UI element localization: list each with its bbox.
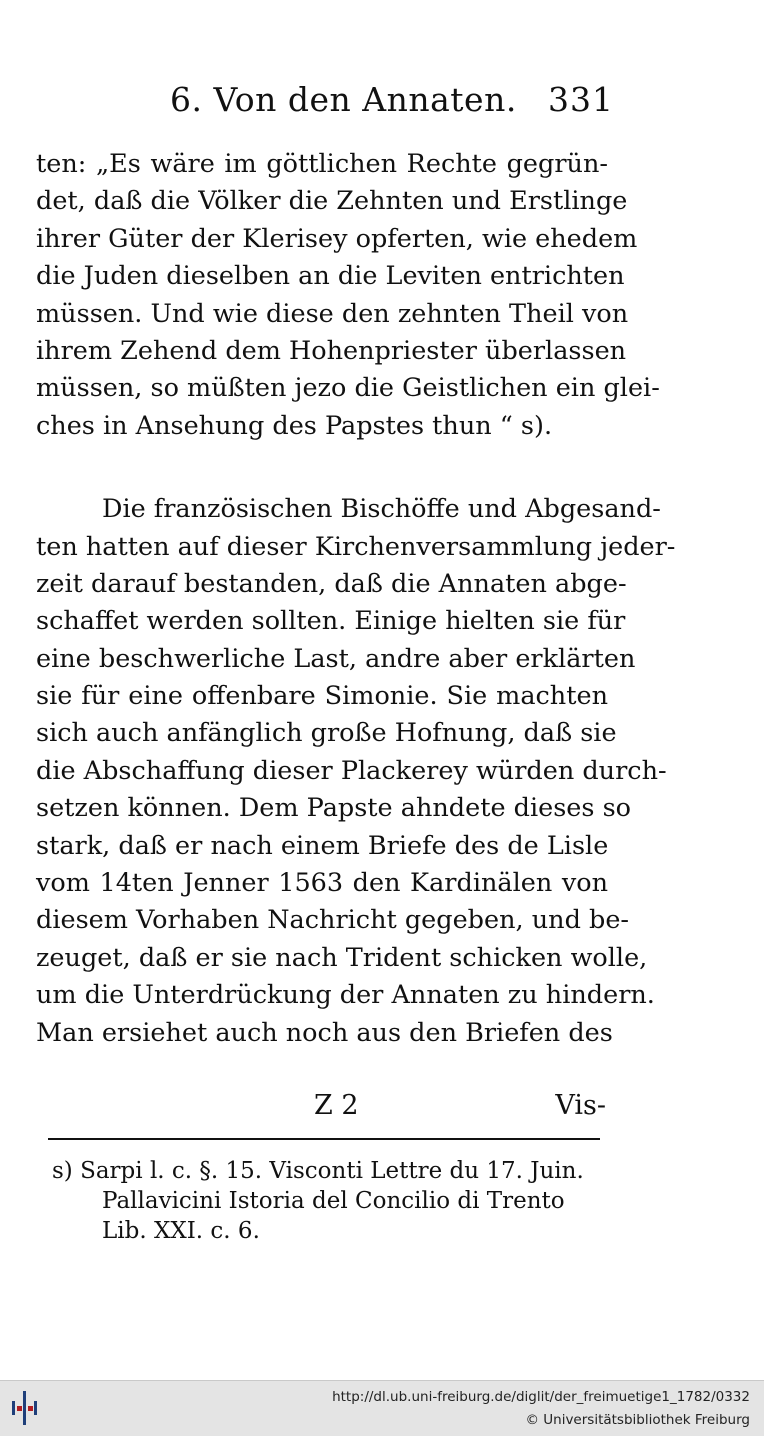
- text-line: müssen, so müßten jezo die Geistlichen ein glei-: [36, 373, 660, 404]
- footnote-line: Pallavicini Istoria del Concilio di Trento: [102, 1188, 565, 1214]
- text-line: sich auch anfänglich große Hofnung, daß sie: [36, 718, 617, 749]
- text-line: zeuget, daß er sie nach Trident schicken wolle,: [36, 942, 648, 973]
- paragraph-1: [36, 146, 660, 445]
- text-line: um die Unterdrückung der Annaten zu hindern.: [36, 980, 655, 1011]
- footnotes: [52, 1156, 602, 1246]
- permalink-url[interactable]: http://dl.ub.uni-freiburg.de/diglit/der_freimuetige1_1782/0332: [332, 1389, 750, 1405]
- text-line: schaffet werden sollten. Einige hielten sie für: [36, 606, 626, 637]
- text-line: Die französischen Bischöffe und Abgesand-: [102, 494, 661, 525]
- text-line: die Abschaffung dieser Plackerey würden durch-: [36, 755, 667, 786]
- text-line: stark, daß er nach einem Briefe des de Lisle: [36, 830, 609, 861]
- signature-line: [36, 1090, 606, 1126]
- text-line: sie für eine offenbare Simonie. Sie machten: [36, 681, 608, 712]
- paragraph-gap: [36, 445, 608, 491]
- ub-freiburg-logo-icon[interactable]: [8, 1391, 42, 1425]
- text-line: ches in Ansehung des Papstes thun “ s).: [36, 410, 553, 441]
- text-line: ihrem Zehend dem Hohenpriester überlassen: [36, 335, 627, 366]
- text-line: müssen. Und wie diese den zehnten Theil von: [36, 298, 629, 329]
- text-line: setzen können. Dem Papste ahndete dieses so: [36, 793, 632, 824]
- signature-mark: Z 2: [314, 1090, 359, 1121]
- page-number: 331: [548, 80, 614, 119]
- paragraph-2: [36, 491, 676, 1052]
- viewer-footer: [0, 1380, 764, 1436]
- footnote-line: s) Sarpi l. c. §. 15. Visconti Lettre du 17. Juin.: [52, 1158, 584, 1184]
- text-line: die Juden dieselben an die Leviten entrichten: [36, 261, 625, 292]
- copyright-notice: © Universitätsbibliothek Freiburg: [525, 1412, 750, 1428]
- running-title: 6. Von den Annaten.: [170, 80, 517, 119]
- footnote-line: Lib. XXI. c. 6.: [102, 1218, 260, 1244]
- footnote-divider: [48, 1138, 600, 1140]
- text-line: ihrer Güter der Klerisey opferten, wie ehedem: [36, 223, 638, 254]
- text-line: Man ersiehet auch noch aus den Briefen des: [36, 1017, 613, 1048]
- catchword: Vis-: [555, 1090, 606, 1121]
- text-line: vom 14ten Jenner 1563 den Kardinälen von: [36, 868, 608, 899]
- text-line: diesem Vorhaben Nachricht gegeben, und be-: [36, 905, 630, 936]
- page-header: [0, 78, 764, 128]
- body-text: [36, 146, 676, 1052]
- text-line: zeit darauf bestanden, daß die Annaten abge-: [36, 568, 627, 599]
- text-line: det, daß die Völker die Zehnten und Erstlinge: [36, 186, 628, 217]
- text-line: ten hatten auf dieser Kirchenversammlung jeder-: [36, 531, 676, 562]
- text-line: eine beschwerliche Last, andre aber erklärten: [36, 643, 636, 674]
- text-line: ten: „Es wäre im göttlichen Rechte gegrün-: [36, 149, 608, 179]
